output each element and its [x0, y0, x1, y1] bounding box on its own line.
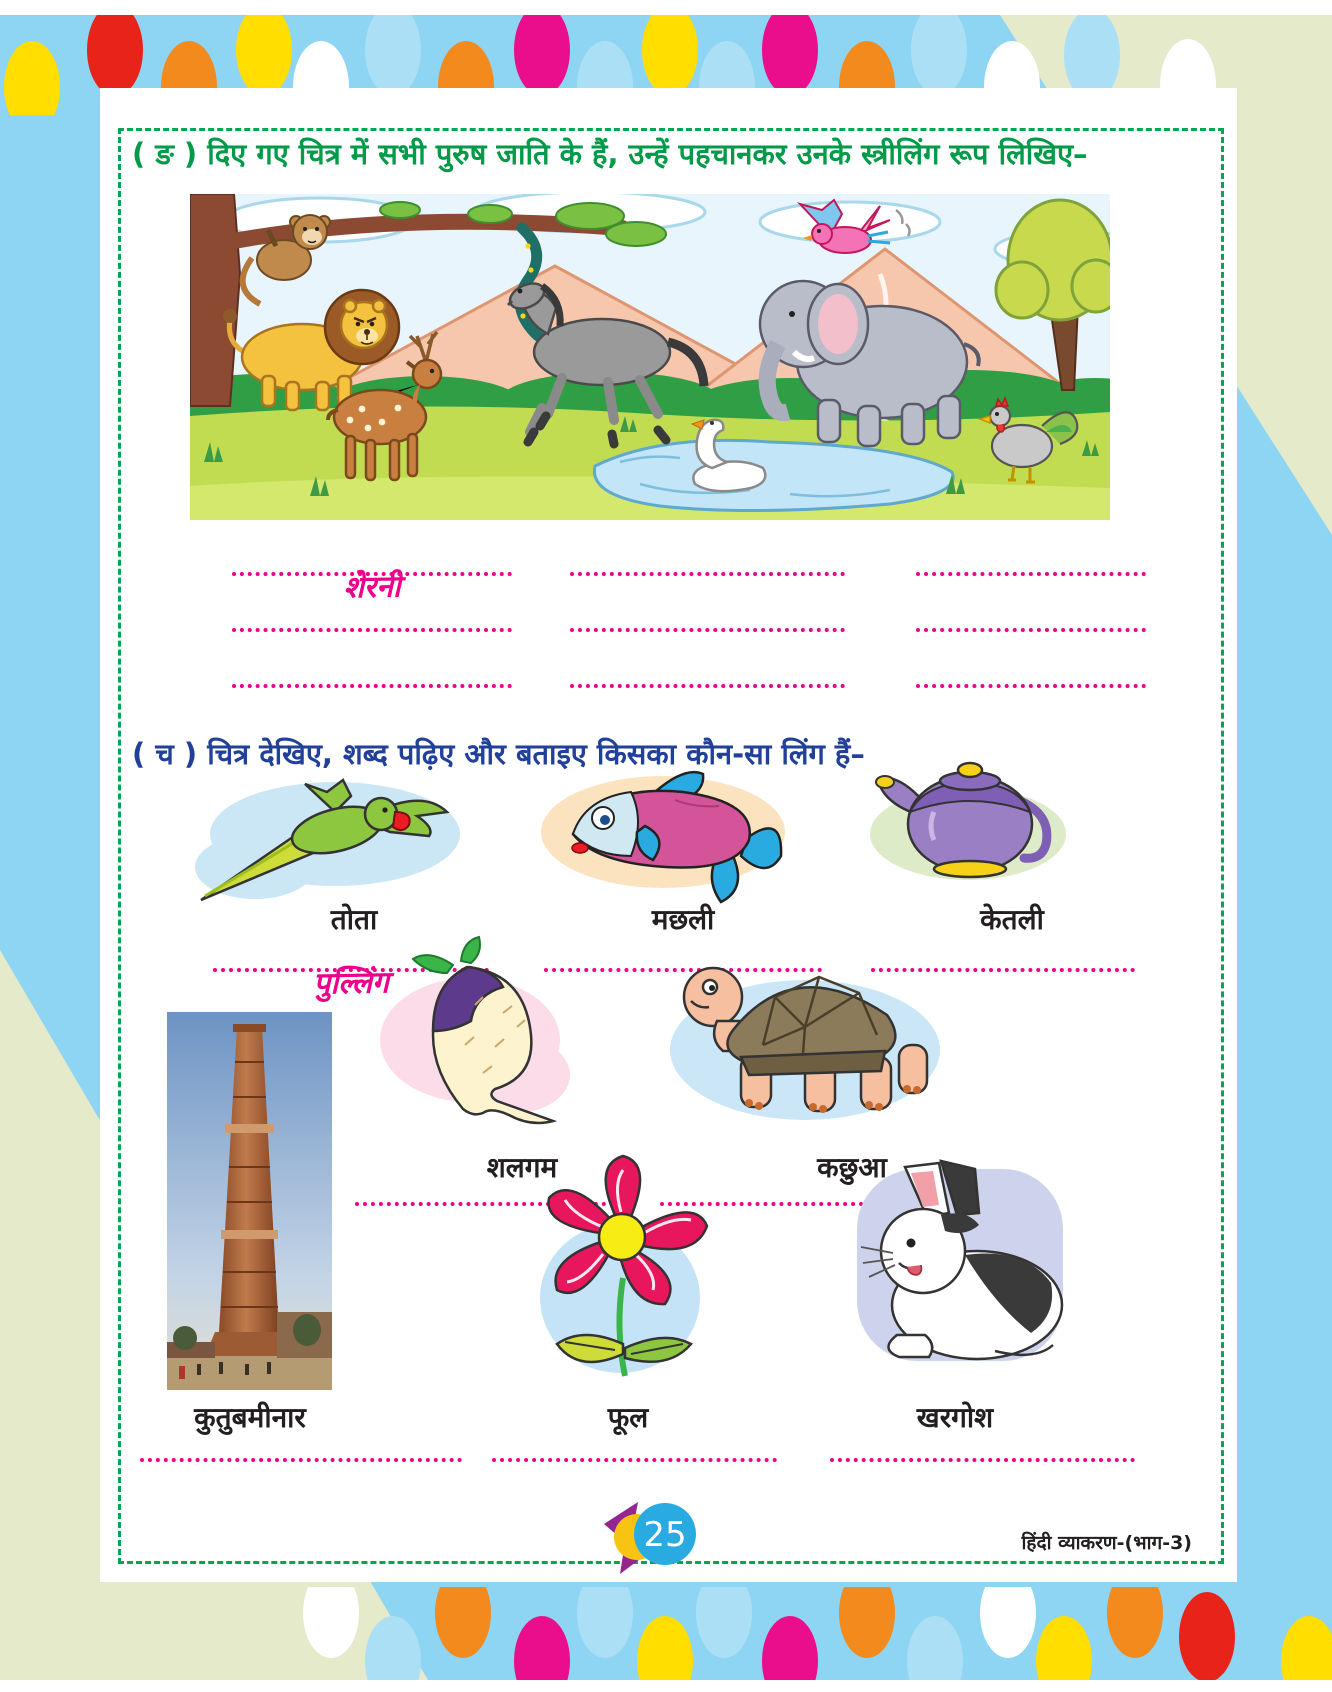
- turnip-image: [375, 935, 575, 1135]
- item-label-turtle: कछुआ: [817, 1151, 887, 1184]
- book-footer: हिंदी व्याकरण-(भाग-3): [1021, 1532, 1192, 1554]
- answer-line[interactable]: [570, 684, 845, 688]
- answer-line[interactable]: [492, 1458, 777, 1462]
- answer-line[interactable]: [570, 628, 845, 632]
- turtle-image: [655, 935, 945, 1140]
- parrot-image: [185, 772, 465, 907]
- kettle-image: [858, 756, 1070, 884]
- rabbit-image: [845, 1155, 1075, 1375]
- flower-image: [535, 1148, 715, 1392]
- answer-line[interactable]: [232, 628, 512, 632]
- page-number-badge: [592, 1492, 707, 1577]
- answer-line[interactable]: [830, 1458, 1135, 1462]
- page-number: 25: [643, 1515, 687, 1555]
- answer-line[interactable]: [916, 572, 1146, 576]
- item-label-qutub-minar: कुतुबमीनार: [194, 1401, 306, 1434]
- qutub-minar-photo: [167, 1012, 332, 1390]
- answer-line[interactable]: [232, 684, 512, 688]
- handwritten-answer: शेरनी: [343, 569, 401, 606]
- section-cha-heading: ( च ) चित्र देखिए, शब्द पढ़िए और बताइए किसका कौन-सा लिंग हैं–: [132, 737, 865, 771]
- answer-line[interactable]: [916, 684, 1146, 688]
- fish-image: [535, 760, 790, 908]
- answer-line[interactable]: [232, 569, 512, 606]
- answer-line[interactable]: [916, 628, 1146, 632]
- item-label-flower: फूल: [607, 1401, 649, 1434]
- item-label-rabbit: खरगोश: [916, 1401, 994, 1434]
- answer-line[interactable]: [140, 1458, 462, 1462]
- item-label-kettle: केतली: [980, 903, 1044, 936]
- item-label-fish: मछली: [651, 903, 715, 936]
- item-label-turnip: शलगम: [486, 1151, 558, 1184]
- section-nga-heading: ( ङ ) दिए गए चित्र में सभी पुरुष जाति के हैं, उन्हें पहचानकर उनके स्त्रीलिंग रूप लिखिए–: [132, 137, 1088, 171]
- item-label-parrot: तोता: [330, 903, 378, 936]
- answer-line[interactable]: [570, 572, 845, 576]
- animal-scene-illustration: [190, 194, 1110, 520]
- handwritten-answer: पुल्लिंग: [312, 965, 390, 1002]
